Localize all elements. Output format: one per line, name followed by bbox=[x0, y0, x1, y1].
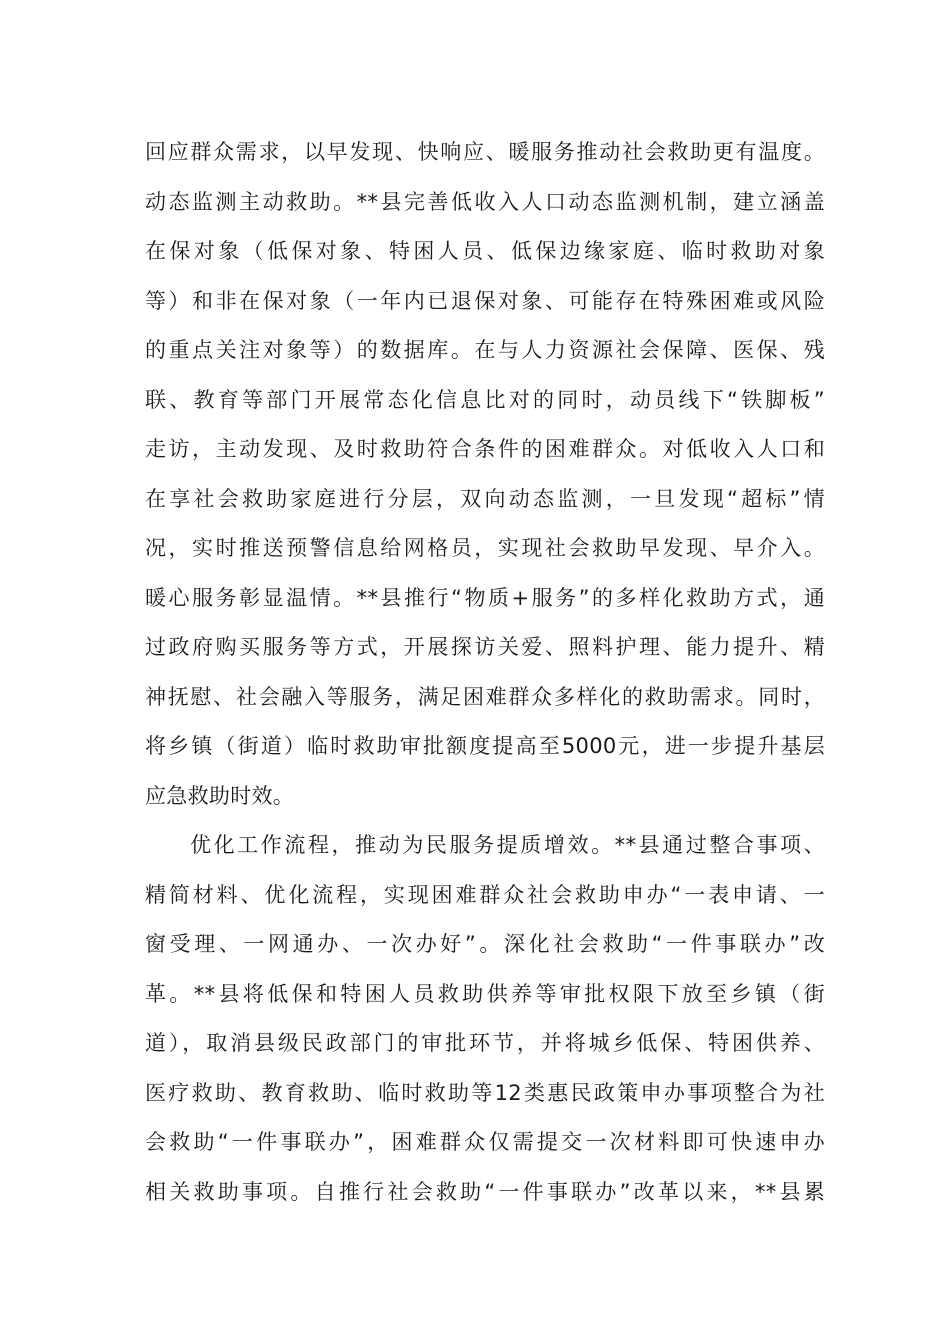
text-line-22: 相关救助事项。自推行社会救助“一件事联办”改革以来，**县累 bbox=[145, 1180, 825, 1204]
text-line-10: 暖心服务彰显温情。**县推行“物质+服务”的多样化救助方式，通 bbox=[145, 586, 825, 610]
text-line-17: 窗受理、一网通办、一次办好”。深化社会救助“一件事联办”改 bbox=[145, 932, 825, 956]
text-line-18: 革。**县将低保和特困人员救助供养等审批权限下放至乡镇（街 bbox=[145, 982, 825, 1006]
text-line-11: 过政府购买服务等方式，开展探访关爱、照料护理、能力提升、精 bbox=[145, 635, 825, 659]
text-line-13: 将乡镇（街道）临时救助审批额度提高至5000元，进一步提升基层 bbox=[145, 734, 825, 758]
text-line-7: 走访，主动发现、及时救助符合条件的困难群众。对低收入人口和 bbox=[145, 437, 825, 461]
text-line-3: 在保对象（低保对象、特困人员、低保边缘家庭、临时救助对象 bbox=[145, 239, 825, 263]
text-line-2: 动态监测主动救助。**县完善低收入人口动态监测机制，建立涵盖 bbox=[145, 190, 825, 214]
text-line-14: 应急救助时效。 bbox=[145, 784, 295, 808]
text-line-6: 联、教育等部门开展常态化信息比对的同时，动员线下“铁脚板” bbox=[145, 388, 825, 412]
text-line-12: 神抚慰、社会融入等服务，满足困难群众多样化的救助需求。同时， bbox=[145, 685, 825, 709]
text-line-21: 会救助“一件事联办”，困难群众仅需提交一次材料即可快速申办 bbox=[145, 1130, 825, 1154]
text-line-5: 的重点关注对象等）的数据库。在与人力资源社会保障、医保、残 bbox=[145, 338, 825, 362]
text-line-1: 回应群众需求，以早发现、快响应、暖服务推动社会救助更有温度。 bbox=[145, 140, 825, 164]
text-line-9: 况，实时推送预警信息给网格员，实现社会救助早发现、早介入。 bbox=[145, 536, 825, 560]
text-line-20: 医疗救助、教育救助、临时救助等12类惠民政策申办事项整合为社 bbox=[145, 1081, 825, 1105]
text-line-16: 精简材料、优化流程，实现困难群众社会救助申办“一表申请、一 bbox=[145, 883, 825, 907]
text-line-19: 道），取消县级民政部门的审批环节，并将城乡低保、特困供养、 bbox=[145, 1031, 825, 1055]
text-line-8: 在享社会救助家庭进行分层，双向动态监测，一旦发现“超标”情 bbox=[145, 487, 825, 511]
text-line-15: 优化工作流程，推动为民服务提质增效。**县通过整合事项、 bbox=[190, 833, 825, 857]
text-line-4: 等）和非在保对象（一年内已退保对象、可能存在特殊困难或风险 bbox=[145, 289, 825, 313]
